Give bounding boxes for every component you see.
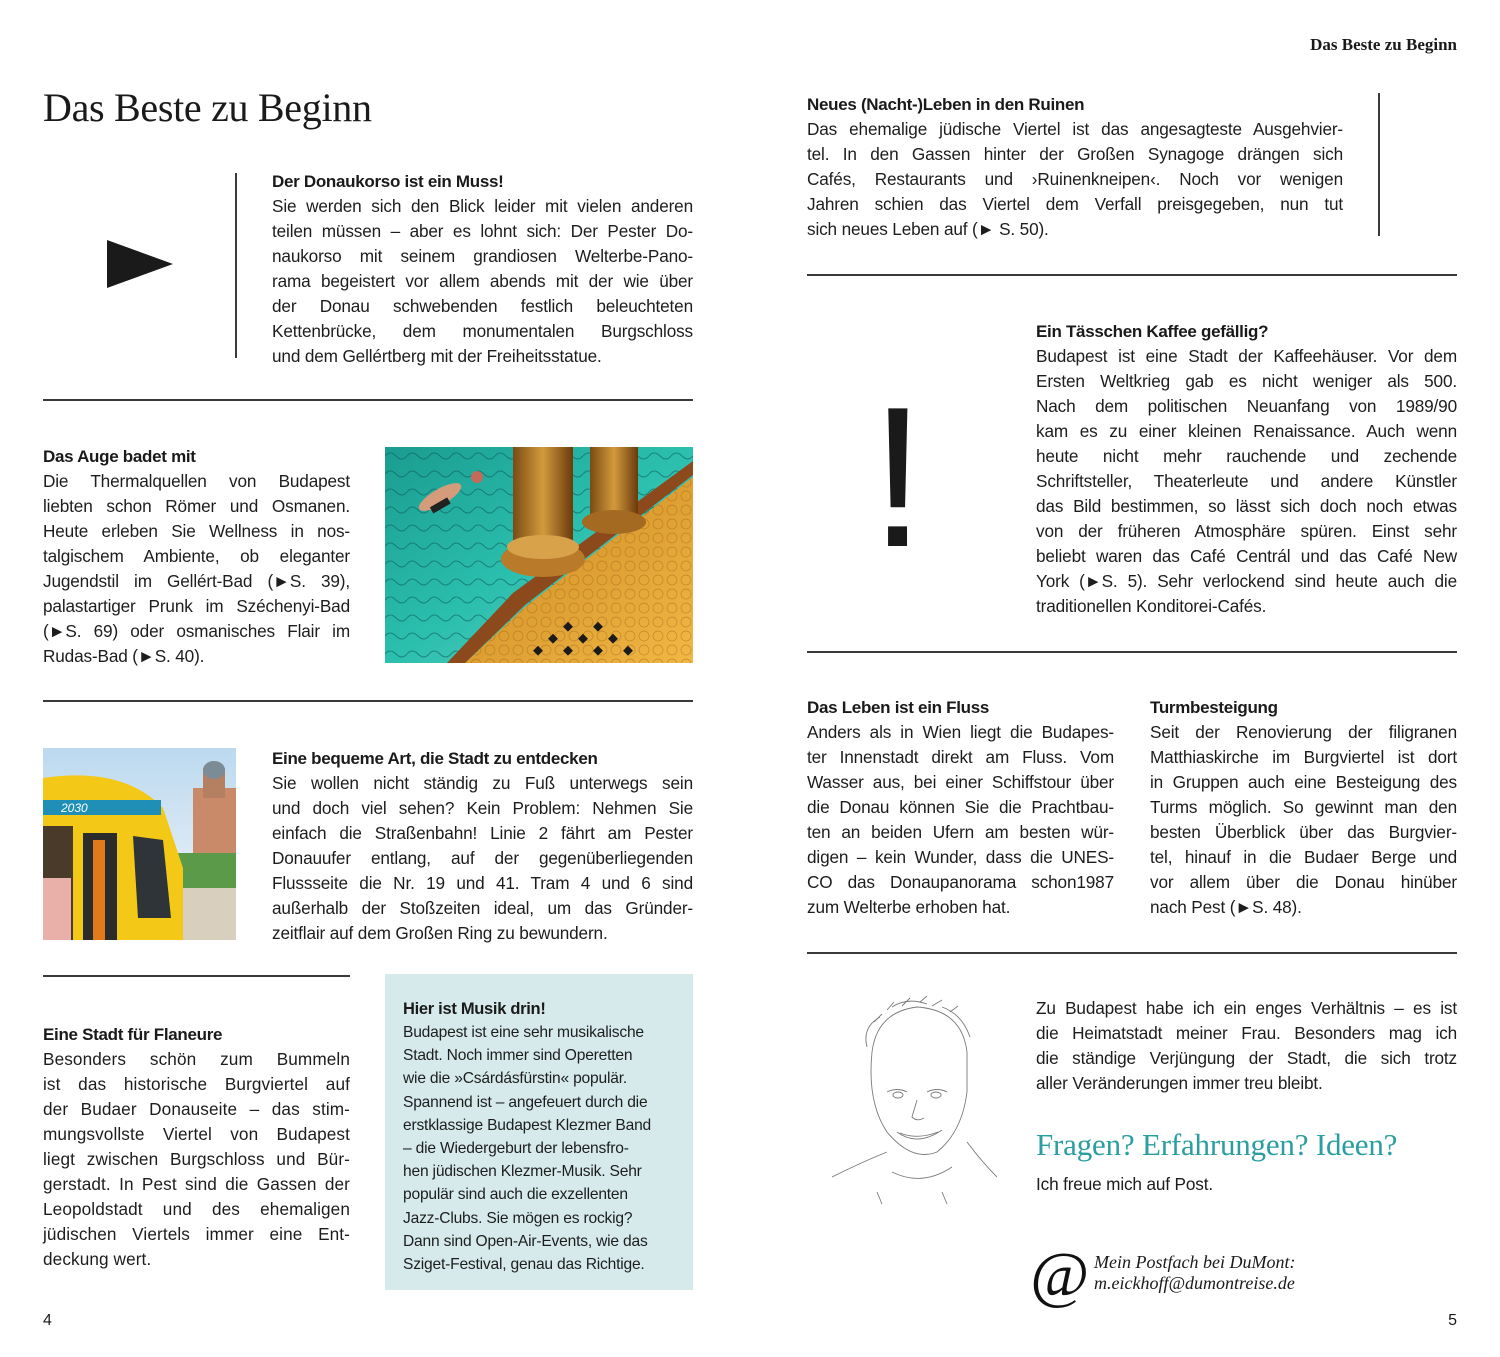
section-body: Das ehemalige jüdische Viertel ist das angesagteste Ausgehvier- tel. In den Gassen hinter der Großen Synagoge drängen sich Cafés, Restaurants und ›Ruinenkneipen‹. Noch vor wenigen Jahren schien das Viertel dem Verfall preisgegeben, nun tut sich neues Leben auf (► S. 50). [807,119,1343,239]
section-nachtleben [807,92,1343,242]
thermal-bath-photo [385,447,693,663]
horizontal-divider [43,700,693,702]
tram-photo [43,748,236,940]
section-title: Hier ist Musik drin! [403,1000,546,1018]
section-turm [1150,695,1457,920]
section-title: Turmbesteigung [1150,698,1278,717]
horizontal-divider [807,952,1457,954]
contact-headline: Fragen? Erfahrungen? Ideen? [1036,1127,1398,1162]
contact-subline: Ich freue mich auf Post. [1036,1174,1213,1194]
horizontal-divider [43,975,350,977]
author-text: Zu Budapest habe ich ein enges Verhältnis – es ist die Heimatstadt meiner Frau. Besonders mag ich die ständige Verjüngung der Stadt, die sich trotz aller Veränderungen immer treu bleibt. [1036,998,1457,1093]
vertical-divider [235,173,237,358]
section-donaukorso [272,169,693,369]
section-body: Sie wollen nicht ständig zu Fuß unterwegs sein und doch viel sehen? Kein Problem: Nehmen Sie einfach die Straßenbahn! Linie 2 fährt am Pester Donauufer entlang, auf der gegenüberliegenden Flussseite die Nr. 19 und 41. Tram 4 und 6 sind außerhalb der Stoßzeiten ideal, um das Gründer- zeitflair auf dem Großen Ring zu bewundern. [272,773,693,943]
section-flaneure [43,1022,350,1272]
horizontal-divider [43,399,693,401]
page-number-right: 5 [1448,1312,1457,1329]
section-body: Seit der Renovierung der filigranen Matthiaskirche im Burgviertel ist dort in Gruppen auch eine Besteigung des Turms möglich. So gewinnt man den besten Überblick über das Burgvier- tel, hinauf in die Budaer Berge und vor allem über die Donau hinüber nach Pest (►S. 48). [1150,722,1457,917]
vertical-divider [1378,93,1380,236]
section-title: Eine bequeme Art, die Stadt zu entdecken [272,749,598,768]
page-title: Das Beste zu Beginn [43,85,372,130]
section-body: Besonders schön zum Bummeln ist das historische Burgviertel auf der Budaer Donauseite – das stim- mungsvollste Viertel von Budapest liegt zwischen Burgschloss und Bür- gerstadt. In Pest sind die Gassen der Leopoldstadt und des ehemaligen jüdischen Viertels immer eine Ent- deckung wert. [43,1049,350,1269]
tram-number: 2030 [61,801,88,815]
author-portrait [832,992,997,1207]
at-sign-icon: @ [1030,1239,1089,1310]
play-triangle-icon [107,240,173,293]
section-tram [272,746,693,946]
section-title: Neues (Nacht-)Leben in den Ruinen [807,95,1085,114]
page-number-left: 4 [43,1312,52,1329]
section-body: Anders als in Wien liegt die Budapes- ter Innenstadt direkt am Fluss. Vom Wasser aus, bei einer Schiffstour über die Donau können Sie die Prachtbau- ten an beiden Ufern am besten wür- digen – kein Wunder, dass die UNES- CO das Donaupanorama schon1987 zum Welterbe erhoben hat. [807,722,1114,917]
section-body: Sie werden sich den Blick leider mit vielen anderen teilen müssen – aber es lohnt sich: Der Pester Do- naukorso mit seinem grandiosen Welterbe-Pano- rama begeistert vor allem abends mit der wie über der Donau schwebenden festlich beleuchteten Kettenbrücke, dem monumentalen Burgschloss und dem Gellértberg mit der Freiheitsstatue. [272,196,693,366]
section-title: Eine Stadt für Flaneure [43,1025,223,1044]
running-head: Das Beste zu Beginn [1310,35,1457,54]
section-auge [43,444,350,669]
section-title: Das Leben ist ein Fluss [807,698,990,717]
horizontal-divider [807,651,1457,653]
postfach-label: Mein Postfach bei DuMont: [1094,1252,1296,1272]
section-title: Der Donaukorso ist ein Muss! [272,172,504,191]
section-body: Die Thermalquellen von Budapest liebten schon Römer und Osmanen. Heute erleben Sie Wellness in nos- talgischem Ambiente, ob eleganter Jugendstil im Gellért-Bad (►S. 39), palastartiger Prunk im Széchenyi-Bad (►S. 69) oder osmanisches Flair im Rudas-Bad (►S. 40). [43,471,350,666]
section-kaffee [1036,319,1457,619]
postfach-block [1094,1252,1295,1294]
section-body: Budapest ist eine Stadt der Kaffeehäuser. Vor dem Ersten Weltkrieg gab es nicht weniger als 500. Nach dem politischen Neuanfang von 1989/90 kam es zu einer kleinen Renaissance. Auch wenn heute nicht mehr rauchende und zechende Schriftsteller, Theaterleute und andere Künstler das Bild bestimmen, so lässt sich doch noch etwas von der früheren Atmosphäre spüren. Einst sehr beliebt waren das Café Centrál und das Café New York (►S. 5). Sehr verlockend sind heute auch die traditionellen Konditorei-Cafés. [1036,346,1457,616]
author-intro [1036,996,1457,1096]
section-body: Budapest ist eine sehr musikalische Stadt. Noch immer sind Operetten wie die »Csárdásfürstin« populär. Spannend ist – angefeuert durch die erstklassige Budapest Klezmer Band – die Wiedergeburt der lebensfro- hen jüdischen Klezmer-Musik. Sehr populär sind auch die exzellenten Jazz-Clubs. Sie mögen es rockig? Dann sind Open-Air-Events, wie das Sziget-Festival, genau das Richtige. [403,1024,652,1274]
email-link[interactable]: m.eickhoff@dumontreise.de [1094,1273,1295,1293]
section-title: Ein Tässchen Kaffee gefällig? [1036,322,1269,341]
section-fluss [807,695,1114,920]
section-title: Das Auge badet mit [43,447,196,466]
exclamation-icon: ! [870,366,926,589]
horizontal-divider [807,274,1457,276]
music-info-box [385,974,693,1290]
